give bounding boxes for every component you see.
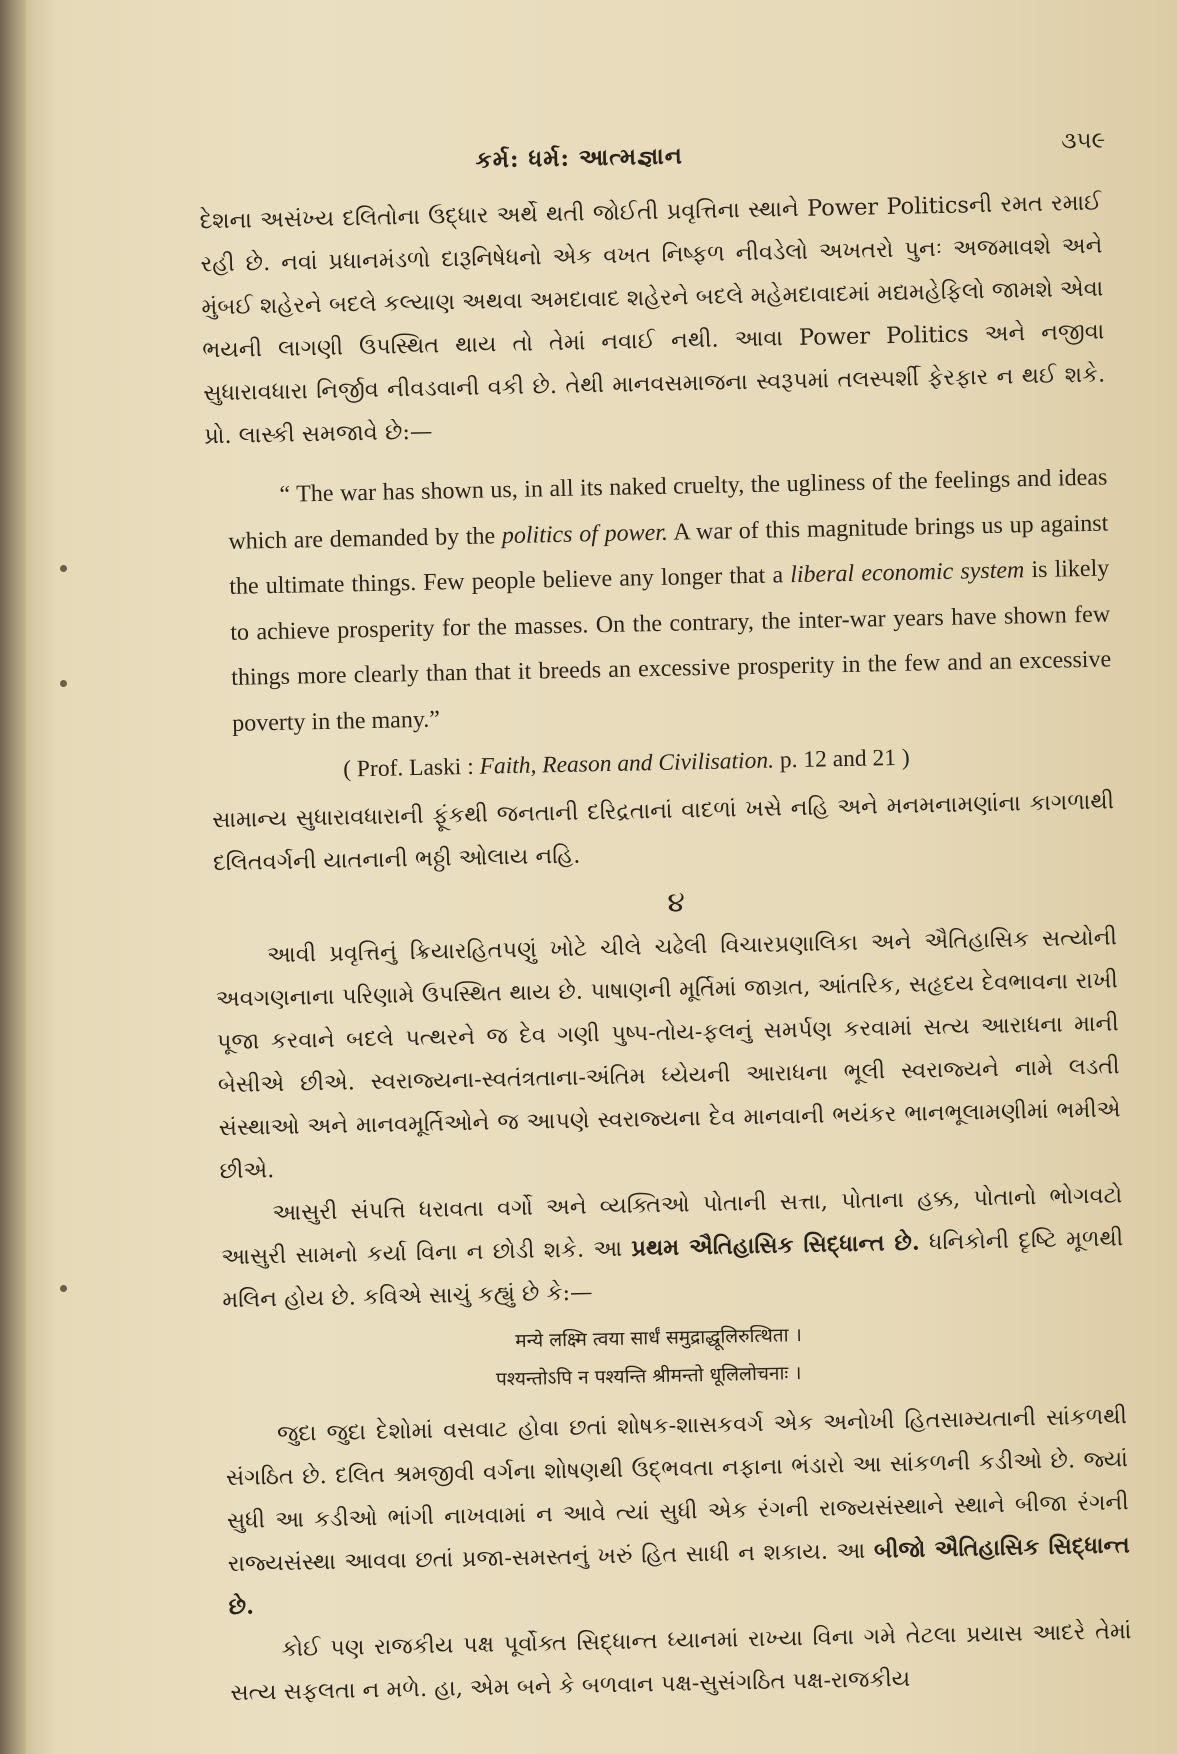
citation-title: Faith, Reason and Civilisation. [479, 747, 775, 780]
laski-quote [227, 455, 1113, 746]
paragraph-5 [225, 1395, 1131, 1629]
page-binding-edge [0, 0, 26, 1754]
paragraph-4-text: આસુરી સંપત્તિ ધરાવતા વર્ગો અને વ્યક્તિઓ પોતાની સત્તા, પોતાના હક્ક, પોતાનો ભોગવટો આસુરી સામનો કર્યા વિના ન છોડી શકે. આ [221, 1182, 1123, 1271]
paragraph-2-block [212, 780, 1116, 885]
second-principle: બીજો ઐતિહાસિક સિદ્ધાન્ત છે. [228, 1532, 1130, 1621]
paragraph-1: દેશના અસંખ્ય દલિતોના ઉદ્ધાર અર્થે થતી જોઈતી પ્રવૃત્તિના સ્થાને Power Politicsની રમત રમાઈ રહી છે. નવાં પ્રધાનમંડળો દારૂનિષેધનો એક વખત નિષ્ફળ નીવડેલો અખતરો પુનઃ અજમાવશે અને મુંબઈ શહેરને બદલે કલ્યાણ અથવા અમદાવાદ શહેરને બદલે મહેમદાવાદમાં મદ્યમહેફિલો જામશે એવા ભયની લાગણી ઉપસ્થિત થાય તો તેમાં નવાઈ નથી. આવા Power Politics અને નજીવા સુધારાવધારા નિર્જીવ નીવડવાની વકી છે. તેથી માનવસમાજના સ્વરૂપમાં તલસ્પર્શી ફેરફાર ન થઈ શકે. પ્રો. લાસ્કી સમજાવે છે:— [199, 189, 1106, 450]
verse-line-1: मन्ये लक्ष्मि त्वया सार्धं समुद्राद्धूलिरुत्थिता । [514, 1324, 803, 1353]
quote-text-1: “ The war has shown us, in all its naked cruelty, the ugliness of the feelings and ideas which are demanded by the [228, 464, 1108, 555]
paragraph-5-text: જુદા જુદા દેશોમાં વસવાટ હોવા છતાં શોષક-શાસકવર્ગ એક અનોખી હિતસામ્યતાની સાંકળથી સંગઠિત છે. દલિત શ્રમજીવી વર્ગના શોષણથી ઉદ્ભવતા નફાના ભંડારો આ સાંકળની કડીઓ છે. જ્યાં સુધી આ કડીઓ ભાંગી નાખવામાં ન આવે ત્યાં સુધી એક રંગની રાજ્યસંસ્થાને સ્થાને બીજા રંગની રાજ્યસંસ્થા આવવા છતાં પ્રજા-સમસ્તનું ખરું હિત સાધી ન શકાય. આ [225, 1403, 1130, 1578]
binding-hole [60, 1285, 67, 1292]
paragraph-4 [220, 1174, 1125, 1322]
paragraph-6: કોઈ પણ રાજકીય પક્ષ પૂર્વોક્ત સિદ્ધાન્ત ધ્યાનમાં રાખ્યા વિના ગમે તેટલા પ્રયાસ આદરે તેમાં સત્ય સફલતા ન મળે. હા, એમ બને કે બળવાન પક્ષ-સુસંગઠિત પક્ષ-રાજકીય [230, 1618, 1132, 1707]
quote-text-3: is likely to achieve prosperity for the masses. On the contrary, the inter-war years have shown few things more clearly than that it breeds an excessive prosperity in the few and an excessive poverty in the many.” [230, 555, 1112, 737]
page-content [199, 122, 1133, 1715]
paragraph-3-block [215, 916, 1125, 1322]
first-principle: પ્રથમ ઐતિહાસિક સિદ્ધાન્ત છે. [631, 1229, 921, 1262]
paragraph-2: સામાન્ય સુધારાવધારાની ફૂંકથી જનતાની દરિદ્રતાનાં વાદળાં ખસે નહિ અને મનમનામણાંના કાગળાથી દલિતવર્ગની યાતનાની ભઠ્ઠી ઓલાય નહિ. [211, 788, 1115, 877]
paragraph-5-block [225, 1395, 1133, 1715]
paragraph-1-block [199, 182, 1106, 459]
page-number: ૩૫૯ [1060, 127, 1106, 155]
paragraph-3: આવી પ્રવૃત્તિનું ક્રિયારહિતપણું ખોટે ચીલે ચઢેલી વિચારપ્રણાલિકા અને ઐતિહાસિક સત્યોની અવગણનાના પરિણામે ઉપસ્થિત થાય છે. પાષાણની મૂર્તિમાં જાગ્રત, આંતરિક, સહૃદય દેવભાવના રાખી પૂજા કરવાને બદલે પત્થરને જ દેવ ગણી પુષ્પ-તોય-ફલનું સમર્પણ કરવામાં સત્ય આરાધના માની બેસીએ છીએ. સ્વરાજ્યના-સ્વતંત્રતાના-અંતિમ ધ્યેયની આરાધના ભૂલી સ્વરાજ્યને નામે લડતી સંસ્થાઓ અને માનવમૂર્તિઓને જ આપણે સ્વરાજ્યના દેવ માનવાની ભયંકર ભાનભૂલામણીમાં ભમીએ છીએ. [215, 924, 1121, 1185]
quote-text-2: A war of this magnitude brings us up against the ultimate things. Few people believe any longer that a [229, 509, 1109, 600]
verse-line-2: पश्यन्तोऽपि न पश्यन्ति श्रीमन्तो धूलिलोचनाः । [495, 1362, 802, 1391]
quote-italic-1: politics of power. [501, 519, 669, 549]
binding-hole [60, 565, 67, 572]
section-number: ૪ [667, 885, 686, 919]
paragraph-4-tail: ધનિકોની દૃષ્ટિ મૂળથી મલિન હોય છે. કવિએ સાચું કહ્યું છે કે:— [222, 1225, 1124, 1314]
header-title: કર્મ: ધર્મ: આત્મજ્ઞાન [475, 142, 684, 174]
binding-hole [60, 680, 67, 687]
citation-pages: p. 12 and 21 ) [779, 744, 910, 774]
quote-italic-2: liberal economic system [789, 557, 1025, 589]
citation-open: ( Prof. Laski : [342, 753, 475, 783]
sanskrit-verse [245, 1309, 1126, 1403]
